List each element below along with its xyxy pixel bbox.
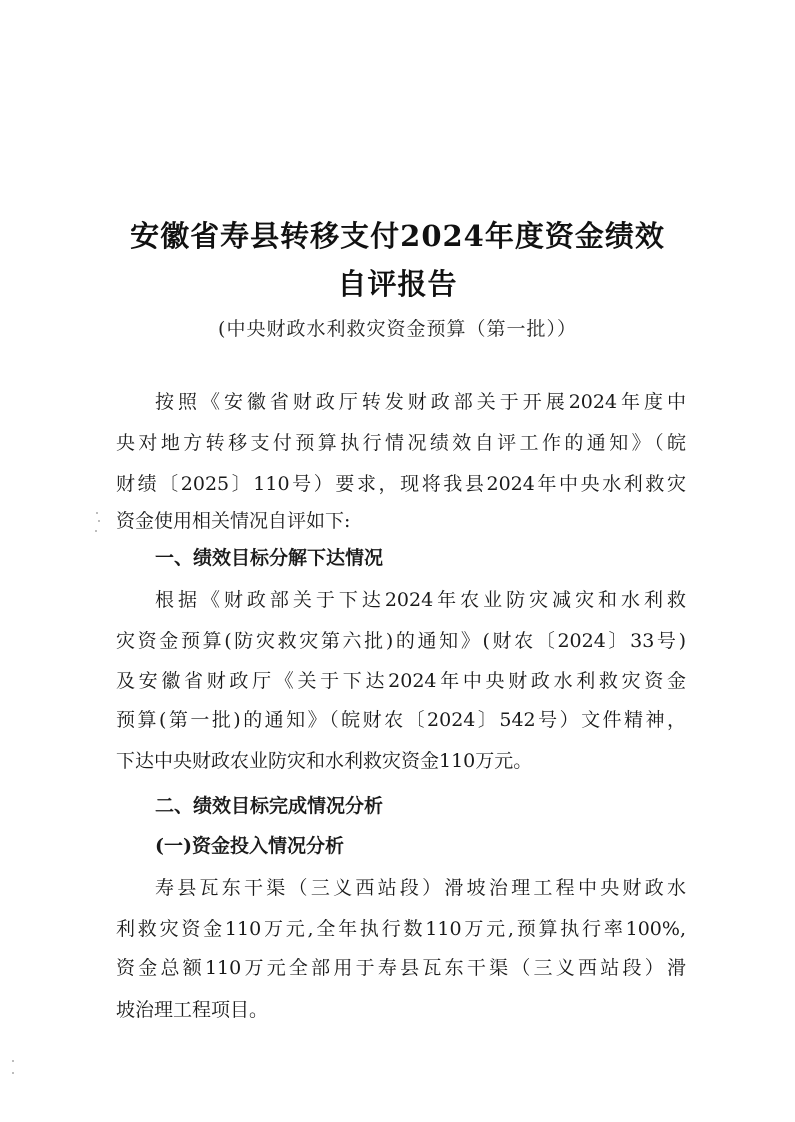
section-heading-1: 一、绩效目标分解下达情况 bbox=[155, 547, 384, 569]
scan-speck bbox=[95, 530, 97, 532]
section1-line: 灾资金预算(防灾救灾第六批)的通知》(财农〔2024〕33号) bbox=[116, 630, 686, 652]
subsection1-line: 资金总额110万元全部用于寿县瓦东干渠（三义西站段）滑 bbox=[116, 957, 686, 979]
report-subtitle: (中央财政水利救灾资金预算（第一批）） bbox=[218, 318, 577, 340]
intro-line: 按照《安徽省财政厅转发财政部关于开展2024年度中 bbox=[155, 391, 686, 413]
subsection1-line: 寿县瓦东干渠（三义西站段）滑坡治理工程中央财政水 bbox=[155, 877, 686, 899]
subsection-heading-1: (一)资金投入情况分析 bbox=[155, 835, 344, 857]
section1-line: 及安徽省财政厅《关于下达2024年中央财政水利救灾资金 bbox=[116, 670, 686, 692]
scan-speck bbox=[96, 512, 98, 514]
scan-speck bbox=[98, 520, 100, 522]
section1-line: 根据《财政部关于下达2024年农业防灾减灾和水利救 bbox=[155, 589, 686, 611]
intro-line: 财绩〔2025〕110号）要求，现将我县2024年中央水利救灾 bbox=[116, 473, 686, 495]
scan-speck bbox=[12, 1072, 14, 1074]
report-title-line-2: 自评报告 bbox=[337, 267, 458, 301]
intro-line: 资金使用相关情况自评如下: bbox=[116, 510, 351, 532]
subsection1-line: 坡治理工程项目。 bbox=[116, 999, 269, 1021]
section1-line: 预算(第一批)的通知》（皖财农〔2024〕542号）文件精神， bbox=[116, 709, 686, 731]
section1-line: 下达中央财政农业防灾和水利救灾资金110万元。 bbox=[116, 750, 533, 772]
subsection1-line: 利救灾资金110万元,全年执行数110万元,预算执行率100%, bbox=[116, 918, 686, 940]
section-heading-2: 二、绩效目标完成情况分析 bbox=[155, 795, 384, 817]
scan-speck bbox=[12, 1060, 14, 1062]
report-title-line-1: 安徽省寿县转移支付2024年度资金绩效 bbox=[130, 219, 665, 253]
intro-line: 央对地方转移支付预算执行情况绩效自评工作的通知》（皖 bbox=[116, 432, 686, 454]
